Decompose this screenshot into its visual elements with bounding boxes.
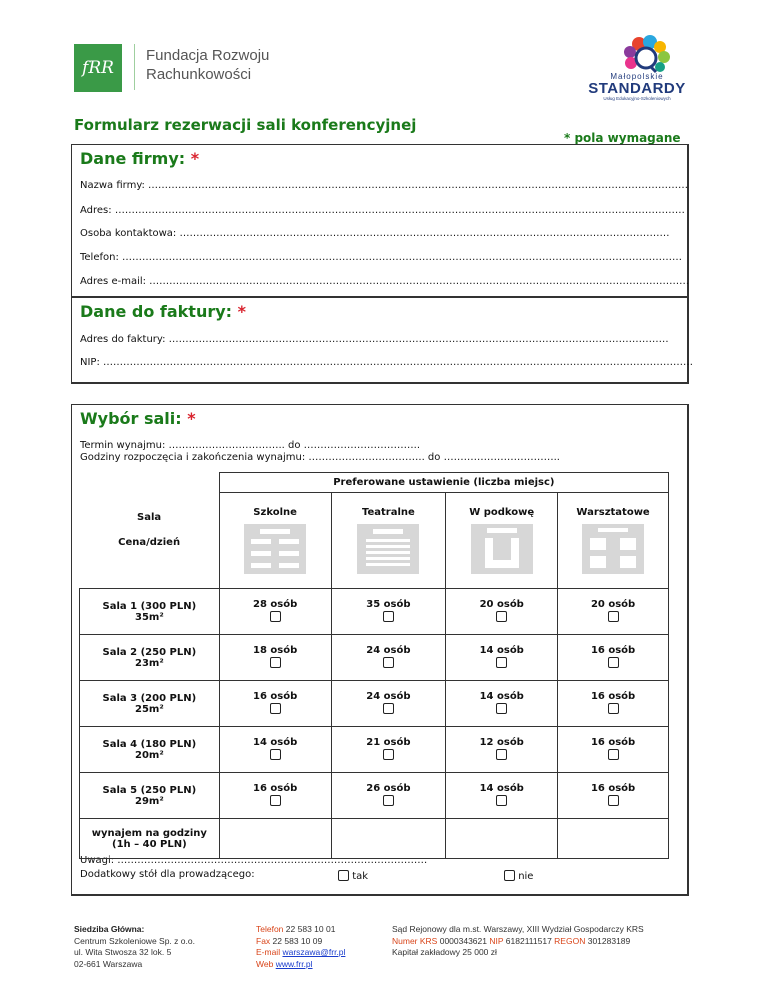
seat-cell [219, 635, 331, 681]
theatre-layout-icon [357, 524, 419, 574]
seat-checkbox[interactable] [608, 749, 619, 760]
form-title: Formularz rezerwacji sali konferencyjnej [74, 116, 417, 134]
company-heading-text: Dane firmy: [80, 149, 186, 168]
hourly-empty-cell[interactable] [558, 819, 669, 859]
hourly-line2: (1h – 40 PLN) [112, 838, 187, 850]
krs-value: 0000343621 [439, 935, 487, 946]
seat-cell [331, 589, 446, 635]
seat-count: 26 osób [366, 782, 411, 794]
hq-line2: ul. Wita Stwosza 32 lok. 5 [74, 947, 172, 957]
hq-line3: 02-661 Warszawa [74, 958, 143, 969]
seat-cell [446, 773, 558, 819]
table-row [80, 727, 669, 773]
seat-checkbox[interactable] [608, 703, 619, 714]
room-table [79, 472, 669, 859]
seat-checkbox[interactable] [383, 611, 394, 622]
room-name: Sala 5 (250 PLN) [102, 784, 197, 796]
table-header-row [80, 473, 669, 493]
room-name: Sala 1 (300 PLN) [102, 600, 197, 612]
extra-table-label: Dodatkowy stół dla prowadzącego: [80, 869, 255, 880]
room-cell [80, 773, 220, 819]
frr-name [146, 46, 269, 84]
email-link[interactable]: warszawa@frr.pl [282, 947, 346, 957]
room-header-cell [80, 473, 220, 589]
seat-checkbox[interactable] [496, 657, 507, 668]
no-checkbox[interactable] [504, 870, 515, 881]
room-area: 35m² [134, 611, 164, 623]
room-cell [80, 681, 220, 727]
seat-count: 28 osób [252, 598, 298, 610]
phone-label: Telefon [256, 924, 284, 934]
layout-theatre [331, 493, 446, 589]
seat-cell [446, 681, 558, 727]
table-row [80, 773, 669, 819]
hq-title: Siedziba Główna: [74, 924, 145, 934]
email-field[interactable]: Adres e-mail: ……………………………………………………………………………………………………………………………………………… [80, 276, 690, 287]
layout-school-label: Szkolne [253, 507, 297, 518]
company-name-field[interactable]: Nazwa firmy: ……………………………………………………………………………………………………………………………………………… [80, 180, 689, 191]
seat-checkbox[interactable] [608, 657, 619, 668]
notes-field[interactable]: Uwagi: ………………………………………………………………………………… [80, 855, 428, 866]
seat-count: 14 osób [479, 782, 524, 794]
nip-label: NIP [489, 935, 504, 946]
seat-count: 16 osób [252, 690, 298, 702]
nip-value: 6182111517 [505, 935, 552, 946]
invoice-heading-text: Dane do faktury: [80, 302, 233, 321]
required-star: * [237, 302, 247, 321]
room-cell [80, 635, 220, 681]
room-name: Sala 3 (200 PLN) [102, 692, 197, 704]
ms-line2: STANDARDY [588, 80, 686, 97]
hourly-empty-cell[interactable] [331, 819, 446, 859]
seat-count: 24 osób [366, 690, 411, 702]
seat-cell [446, 635, 558, 681]
ms-line1: Małopolskie [610, 72, 664, 81]
col-price: Cena/dzień [118, 537, 181, 549]
seat-count: 14 osób [479, 644, 524, 656]
seat-cell [331, 635, 446, 681]
yes-label: tak [352, 871, 369, 882]
company-section [71, 144, 689, 298]
layout-horseshoe-label: W podkowę [469, 507, 535, 518]
company-address-field[interactable]: Adres: ……………………………………………………………………………………………………………………………………………………… [80, 205, 685, 216]
krs-label: Numer KRS [392, 935, 438, 946]
seat-count: 14 osób [252, 736, 298, 748]
web-label: Web [256, 958, 274, 969]
seat-checkbox[interactable] [608, 795, 619, 806]
table-row [80, 635, 669, 681]
rental-term-field[interactable]: Termin wynajmu: …………………………….. do …………………………….. [80, 440, 421, 451]
hourly-line1: wynajem na godziny [91, 827, 207, 839]
room-heading-text: Wybór sali: [80, 409, 182, 428]
fax-label: Fax [256, 935, 271, 946]
seat-checkbox[interactable] [270, 749, 281, 760]
seat-cell [331, 681, 446, 727]
col-room: Sala [137, 512, 162, 524]
seat-checkbox[interactable] [270, 795, 281, 806]
room-area: 29m² [134, 795, 164, 807]
seat-cell [331, 773, 446, 819]
seat-cell [558, 635, 669, 681]
frr-name-line2: Rachunkowości [146, 66, 252, 83]
layout-workshop [558, 493, 669, 589]
seat-count: 20 osób [590, 598, 636, 610]
table-row [80, 589, 669, 635]
capital-text: Kapitał zakładowy 25 000 zł [392, 947, 497, 957]
phone-value: 22 583 10 01 [285, 924, 336, 934]
frr-name-line1: Fundacja Rozwoju [146, 47, 270, 64]
fax-value: 22 583 10 09 [272, 935, 323, 946]
court-text: Sąd Rejonowy dla m.st. Warszawy, XIII Wydział Gospodarczy KRS [392, 924, 644, 934]
seat-cell [446, 589, 558, 635]
seat-cell [219, 727, 331, 773]
seat-cell [558, 773, 669, 819]
layout-school [219, 493, 331, 589]
seat-cell [446, 727, 558, 773]
seat-checkbox[interactable] [383, 795, 394, 806]
footer-registry [392, 924, 644, 959]
regon-value: 301283189 [587, 935, 631, 946]
seat-checkbox[interactable] [270, 703, 281, 714]
workshop-layout-icon [582, 524, 644, 574]
seat-checkbox[interactable] [496, 795, 507, 806]
seat-count: 24 osób [366, 644, 411, 656]
seat-count: 14 osób [479, 690, 524, 702]
required-note: * pola wymagane [564, 131, 681, 145]
invoice-address-field[interactable]: Adres do faktury: …………………………………………………………………………………………………………………………………… [80, 334, 669, 345]
room-name: Sala 4 (180 PLN) [102, 738, 197, 750]
seat-count: 16 osób [590, 782, 636, 794]
hourly-cell [80, 819, 220, 859]
email-label: E-mail [256, 947, 281, 957]
seat-count: 16 osób [590, 736, 636, 748]
footer-hq [74, 924, 195, 970]
extra-table-no[interactable] [504, 869, 533, 882]
seat-cell [558, 727, 669, 773]
school-layout-icon [244, 524, 306, 574]
room-area: 23m² [134, 657, 164, 669]
seat-cell [219, 681, 331, 727]
hq-line1: Centrum Szkoleniowe Sp. z o.o. [74, 935, 195, 946]
seat-cell [219, 589, 331, 635]
footer-contact [256, 924, 345, 970]
room-cell [80, 589, 220, 635]
hourly-empty-cell[interactable] [219, 819, 331, 859]
seat-checkbox[interactable] [608, 611, 619, 622]
seat-checkbox[interactable] [496, 703, 507, 714]
seat-checkbox[interactable] [270, 657, 281, 668]
seat-checkbox[interactable] [496, 611, 507, 622]
invoice-section [71, 297, 694, 384]
seat-count: 18 osób [252, 644, 298, 656]
invoice-heading [80, 302, 246, 321]
yes-checkbox[interactable] [338, 870, 349, 881]
seat-cell [219, 773, 331, 819]
nip-field[interactable]: NIP: …………………………………………………………………………………………………………………………………………………………… [80, 357, 694, 368]
table-row [80, 681, 669, 727]
required-star: * [190, 149, 200, 168]
regon-label: REGON [554, 935, 586, 946]
ms-line3: Usług Edukacyjno-Szkoleniowych [603, 96, 671, 101]
seat-checkbox[interactable] [383, 749, 394, 760]
room-area: 25m² [134, 703, 164, 715]
hourly-row [80, 819, 669, 859]
malopolskie-standardy-text [582, 72, 692, 101]
rental-hours-field[interactable]: Godziny rozpoczęcia i zakończenia wynajmu: …………………………….. do …………………………….. [80, 452, 560, 463]
seat-count: 16 osób [590, 644, 636, 656]
seat-checkbox[interactable] [383, 703, 394, 714]
seat-count: 35 osób [366, 598, 411, 610]
required-star: * [187, 409, 196, 428]
room-cell [80, 727, 220, 773]
seat-count: 12 osób [479, 736, 524, 748]
horseshoe-layout-icon [471, 524, 533, 574]
room-name: Sala 2 (250 PLN) [102, 646, 197, 658]
web-link[interactable]: www.frr.pl [275, 958, 313, 969]
seat-cell [558, 681, 669, 727]
contact-person-field[interactable]: Osoba kontaktowa: ………………………………………………………………………………………………………………………………… [80, 228, 670, 239]
no-label: nie [518, 871, 534, 882]
company-heading [80, 149, 199, 168]
seat-cell [558, 589, 669, 635]
seat-checkbox[interactable] [383, 657, 394, 668]
seat-cell [331, 727, 446, 773]
layout-workshop-label: Warsztatowe [576, 507, 650, 518]
extra-table-yes[interactable] [338, 869, 368, 882]
seat-checkbox[interactable] [270, 611, 281, 622]
seat-checkbox[interactable] [496, 749, 507, 760]
hourly-empty-cell[interactable] [446, 819, 558, 859]
layout-horseshoe [446, 493, 558, 589]
seat-count: 16 osób [252, 782, 298, 794]
room-heading [80, 409, 196, 428]
frr-logo: fRR [74, 44, 122, 92]
seat-count: 16 osób [590, 690, 636, 702]
logo-divider [134, 44, 135, 90]
pref-header: Preferowane ustawienie (liczba miejsc) [219, 473, 668, 493]
seat-count: 20 osób [479, 598, 524, 610]
seat-count: 21 osób [366, 736, 411, 748]
room-area: 20m² [134, 749, 164, 761]
phone-field[interactable]: Telefon: …………………………………………………………………………………………………………………………………………………… [80, 252, 683, 263]
layout-theatre-label: Teatralne [362, 507, 415, 518]
